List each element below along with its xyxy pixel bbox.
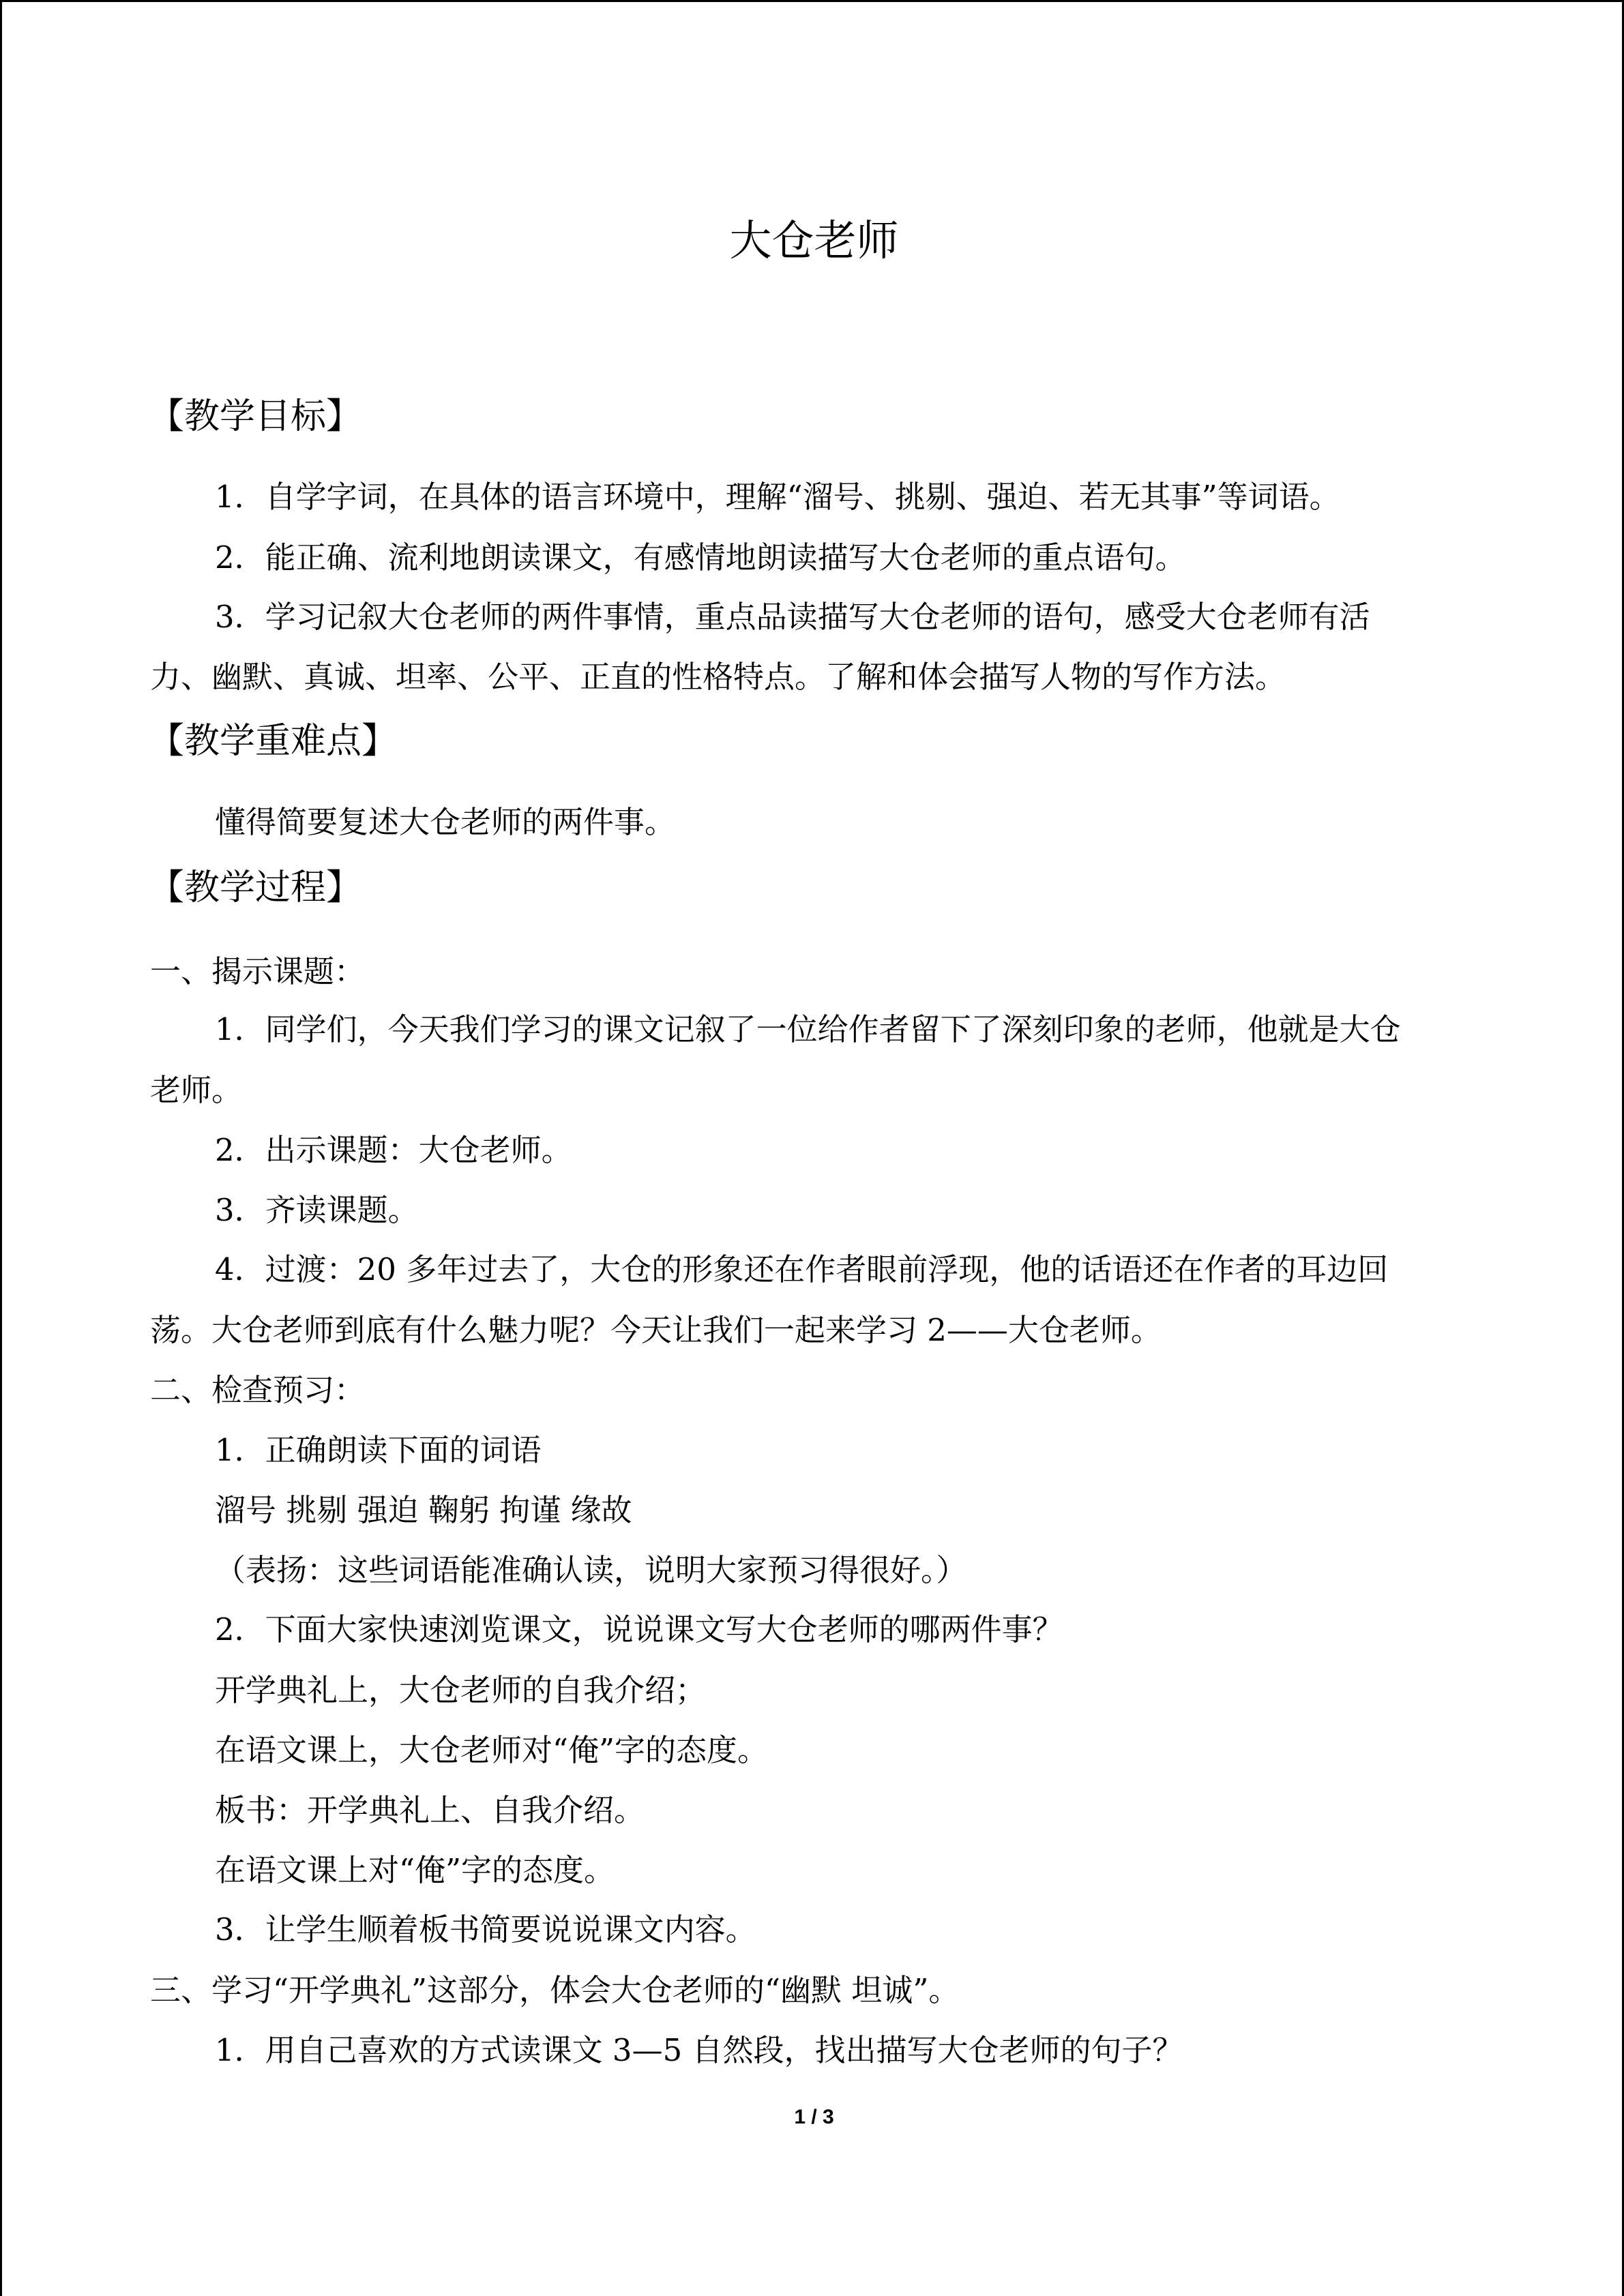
- process-line: 2．下面大家快速浏览课文，说说课文写大仓老师的哪两件事？: [215, 1611, 1063, 1648]
- process-step-heading: 三、学习“开学典礼”这部分，体会大仓老师的“幽默 坦诚”。: [150, 1972, 960, 2008]
- process-line: 4．过渡：20 多年过去了，大仓的形象还在作者眼前浮现，他的话语还在作者的耳边回: [215, 1251, 1389, 1287]
- section-heading-process: 【教学过程】: [149, 867, 362, 908]
- process-step-heading: 二、检查预习：: [150, 1372, 366, 1408]
- process-line: 1．用自己喜欢的方式读课文 3—5 自然段，找出描写大仓老师的句子？: [215, 2032, 1183, 2068]
- process-line: 1．同学们，今天我们学习的课文记叙了一位给作者留下了深刻印象的老师，他就是大仓: [215, 1011, 1401, 1047]
- goal-item: 1．自学字词，在具体的语言环境中，理解“溜号、挑剔、强迫、若无其事”等词语。: [215, 479, 1340, 515]
- section-heading-goals: 【教学目标】: [149, 396, 362, 437]
- goal-item: 2．能正确、流利地朗读课文，有感情地朗读描写大仓老师的重点语句。: [215, 539, 1186, 576]
- process-line: 开学典礼上，大仓老师的自我介绍；: [215, 1672, 707, 1708]
- goal-item: 3．学习记叙大仓老师的两件事情，重点品读描写大仓老师的语句，感受大仓老师有活: [215, 599, 1370, 635]
- process-line: 在语文课上，大仓老师对“俺”字的态度。: [215, 1732, 769, 1768]
- process-line: 1．正确朗读下面的词语: [215, 1432, 542, 1468]
- process-line: 2．出示课题：大仓老师。: [215, 1132, 572, 1168]
- process-line-continued: 荡。大仓老师到底有什么魅力呢？今天让我们一起来学习 2——大仓老师。: [150, 1312, 1162, 1348]
- process-line: 3．让学生顺着板书简要说说课文内容。: [215, 1911, 756, 1948]
- process-line: 在语文课上对“俺”字的态度。: [215, 1852, 615, 1888]
- vocabulary-list: 溜号 挑剔 强迫 鞠躬 拘谨 缘故: [215, 1492, 632, 1528]
- goal-item-continued: 力、幽默、真诚、坦率、公平、正直的性格特点。了解和体会描写人物的写作方法。: [150, 659, 1286, 695]
- page-title: 大仓老师: [729, 215, 899, 265]
- page-indicator: 1 / 3: [794, 2106, 834, 2128]
- process-step-heading: 一、揭示课题：: [150, 953, 366, 989]
- process-line: （表扬：这些词语能准确认读，说明大家预习得很好。）: [215, 1552, 967, 1588]
- process-line: 3．齐读课题。: [215, 1192, 419, 1228]
- process-line-continued: 老师。: [150, 1072, 243, 1108]
- section-heading-key-points: 【教学重难点】: [149, 721, 398, 762]
- key-point-item: 懂得简要复述大仓老师的两件事。: [215, 804, 676, 840]
- process-line: 板书：开学典礼上、自我介绍。: [215, 1792, 645, 1828]
